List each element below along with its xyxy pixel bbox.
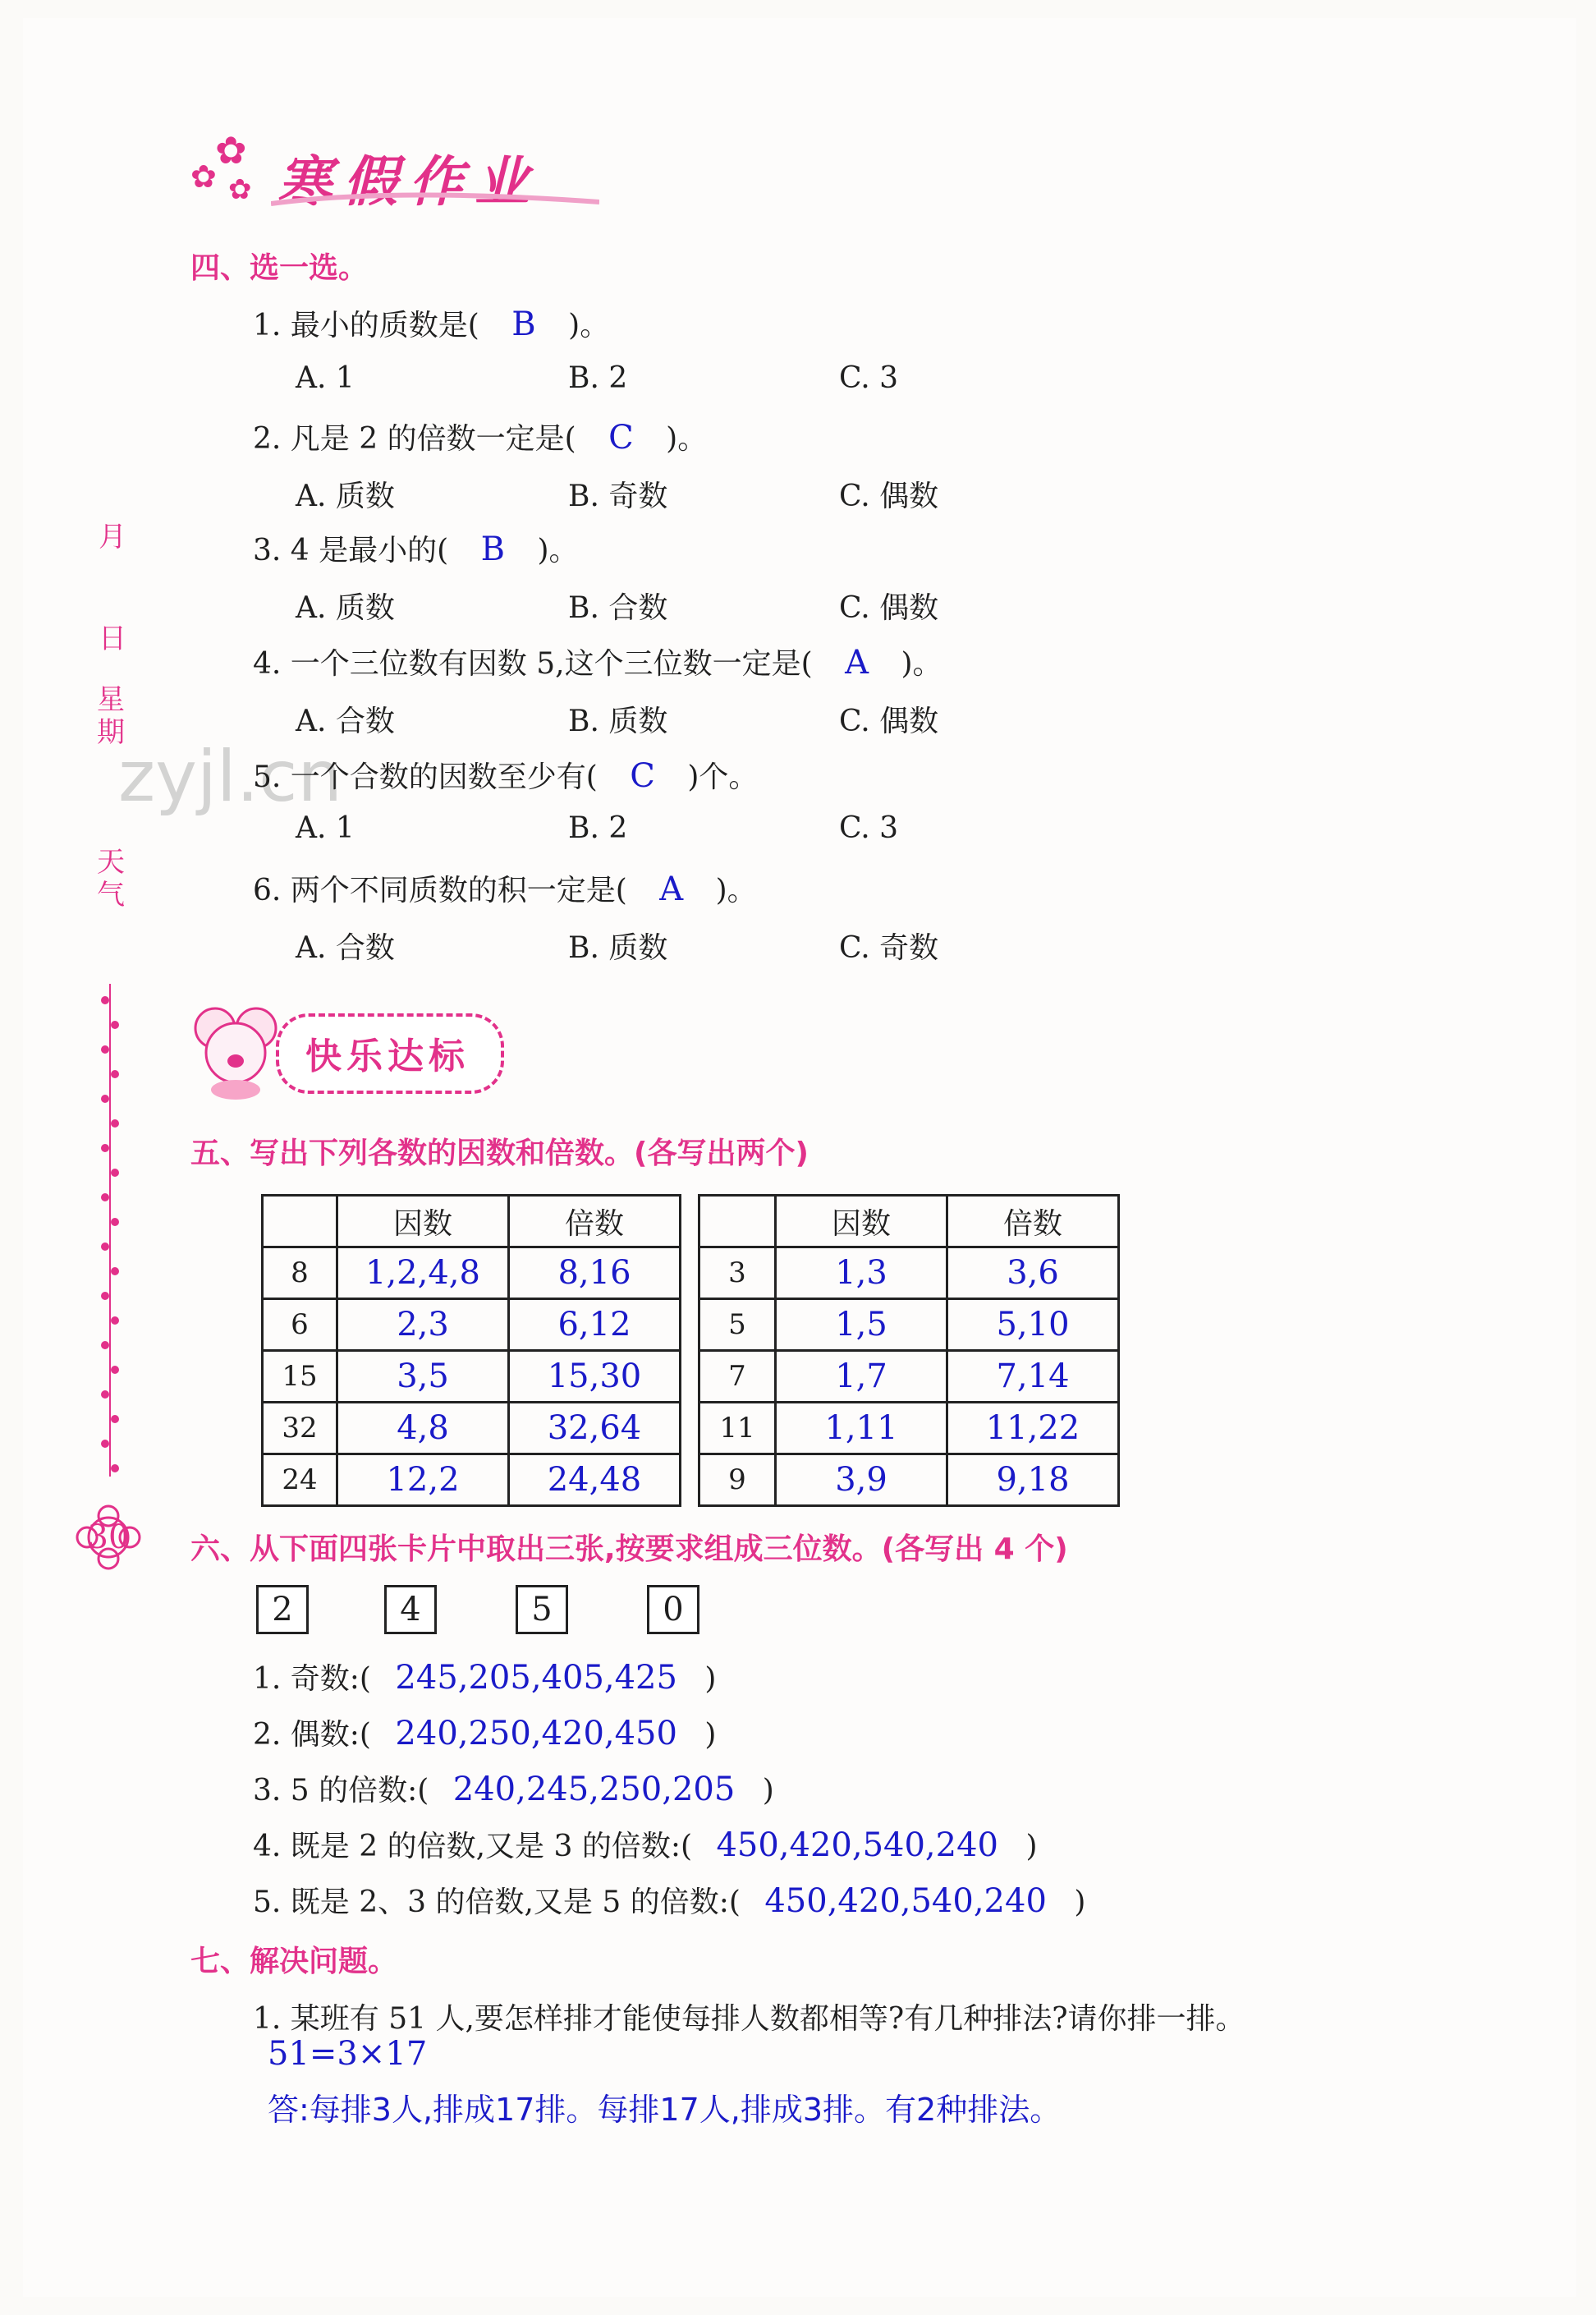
table-header-cell: 因数 (776, 1196, 947, 1247)
multiple-cell: 7,14 (947, 1351, 1119, 1403)
table-row (263, 1454, 681, 1506)
page-header-title: 寒假作业 (277, 150, 540, 214)
item-text: 2. 偶数:( (253, 1718, 371, 1752)
number-card: 2 (256, 1585, 309, 1634)
option-a: A. 1 (296, 811, 355, 845)
number-cell: 11 (699, 1403, 776, 1454)
number-cell: 3 (699, 1247, 776, 1299)
question-text: 6. 两个不同质数的积一定是( (253, 874, 627, 907)
table-header-cell: 倍数 (947, 1196, 1119, 1247)
item-text: 1. 奇数:( (253, 1662, 371, 1696)
answer: A (659, 870, 684, 908)
table-row (263, 1403, 681, 1454)
answer: 240,245,250,205 (452, 1771, 736, 1808)
header-swoosh (271, 187, 599, 212)
page-number: 30 (87, 1518, 130, 1556)
answer: 450,420,540,240 (764, 1882, 1047, 1920)
option-c: C. 3 (839, 361, 899, 395)
multiple-cell: 5,10 (947, 1299, 1119, 1351)
factor-table-right (698, 1194, 1120, 1507)
watermark: zyjl.cn (118, 736, 342, 818)
table-row (699, 1247, 1119, 1299)
flower-icon: ✿ (190, 158, 217, 195)
multiple-cell: 24,48 (509, 1454, 681, 1506)
section6-item-1 (253, 1656, 716, 1697)
multiple-cell: 3,6 (947, 1247, 1119, 1299)
answer: B (511, 305, 536, 343)
question-text: 5. 一个合数的因数至少有( (253, 760, 598, 794)
answer: 450,420,540,240 (716, 1826, 998, 1864)
badge-label: 快乐达标 (305, 1036, 470, 1077)
item-tail: ) (1025, 1830, 1038, 1863)
flower-icon: ✿ (228, 173, 252, 206)
flower-icon: ✿ (215, 128, 247, 172)
table-header-cell: 因数 (337, 1196, 509, 1247)
answer: 245,205,405,425 (395, 1659, 677, 1697)
factor-cell: 4,8 (337, 1403, 509, 1454)
number-card: 4 (384, 1585, 437, 1634)
multiple-cell: 6,12 (509, 1299, 681, 1351)
number-card: 0 (647, 1585, 699, 1634)
number-cell: 6 (263, 1299, 337, 1351)
table-row (263, 1299, 681, 1351)
option-b: B. 质数 (568, 931, 668, 965)
table-row (699, 1454, 1119, 1506)
option-c: C. 偶数 (839, 480, 939, 513)
section6-item-5 (253, 1879, 1085, 1921)
number-cell: 7 (699, 1351, 776, 1403)
multiple-cell: 15,30 (509, 1351, 681, 1403)
question-text: 1. 最小的质数是( (253, 309, 479, 342)
multiple-cell: 8,16 (509, 1247, 681, 1299)
option-c: C. 偶数 (839, 591, 939, 625)
question-tail: )。 (901, 647, 942, 681)
option-c: C. 偶数 (839, 705, 939, 738)
answer: C (630, 757, 655, 795)
option-b: B. 奇数 (568, 480, 668, 513)
factor-table-left (261, 1194, 681, 1507)
factor-cell: 3,9 (776, 1454, 947, 1506)
factor-cell: 1,5 (776, 1299, 947, 1351)
item-text: 4. 既是 2 的倍数,又是 3 的倍数:( (253, 1830, 692, 1863)
factor-cell: 1,2,4,8 (337, 1247, 509, 1299)
table-header-cell (699, 1196, 776, 1247)
number-card: 5 (516, 1585, 568, 1634)
answer: C (608, 419, 634, 457)
section7-question: 1. 某班有 51 人,要怎样排才能使每排人数都相等?有几种排法?请你排一排。 (253, 2002, 1245, 2036)
factor-cell: 1,11 (776, 1403, 947, 1454)
factor-cell: 1,3 (776, 1247, 947, 1299)
sidebar-month: 月 (99, 521, 126, 553)
multiple-cell: 9,18 (947, 1454, 1119, 1506)
item-text: 5. 既是 2、3 的倍数,又是 5 的倍数:( (253, 1886, 741, 1919)
sidebar-week: 星期 (97, 683, 125, 749)
number-cell: 5 (699, 1299, 776, 1351)
option-b: B. 2 (568, 361, 628, 395)
factor-cell: 12,2 (337, 1454, 509, 1506)
sidebar-weather: 天气 (97, 846, 125, 912)
table-header-cell (263, 1196, 337, 1247)
number-cell: 24 (263, 1454, 337, 1506)
section6-item-3 (253, 1767, 774, 1809)
answer: 240,250,420,450 (395, 1715, 677, 1752)
question-text: 2. 凡是 2 的倍数一定是( (253, 422, 576, 456)
question-tail: )。 (715, 874, 757, 907)
item-tail: ) (704, 1662, 717, 1696)
factor-cell: 2,3 (337, 1299, 509, 1351)
table-row (699, 1403, 1119, 1454)
number-cell: 9 (699, 1454, 776, 1506)
option-c: C. 奇数 (839, 931, 939, 965)
option-a: A. 质数 (296, 480, 395, 513)
option-b: B. 合数 (568, 591, 668, 625)
table-row (263, 1247, 681, 1299)
item-tail: ) (704, 1718, 717, 1752)
option-b: B. 2 (568, 811, 628, 845)
option-c: C. 3 (839, 811, 899, 845)
option-a: A. 合数 (296, 931, 395, 965)
multiple-cell: 32,64 (509, 1403, 681, 1454)
koala-icon (190, 1004, 281, 1102)
question-tail: )。 (537, 534, 579, 567)
factor-cell: 1,7 (776, 1351, 947, 1403)
option-a: A. 1 (296, 361, 355, 395)
section6-item-4 (253, 1823, 1038, 1865)
item-tail: ) (762, 1774, 774, 1807)
number-cell: 15 (263, 1351, 337, 1403)
section4-heading: 四、选一选。 (190, 251, 369, 285)
question-text: 3. 4 是最小的( (253, 534, 449, 567)
item-tail: ) (1074, 1886, 1086, 1919)
question-text: 4. 一个三位数有因数 5,这个三位数一定是( (253, 647, 813, 681)
question-tail: )。 (666, 422, 708, 456)
answer: A (845, 644, 869, 682)
item-text: 3. 5 的倍数:( (253, 1774, 429, 1807)
number-cell: 32 (263, 1403, 337, 1454)
option-b: B. 质数 (568, 705, 668, 738)
section7-answer: 答:每排3人,排成17排。每排17人,排成3排。有2种排法。 (268, 2092, 1062, 2128)
factor-cell: 3,5 (337, 1351, 509, 1403)
table-row (699, 1351, 1119, 1403)
table-header-row (263, 1196, 681, 1247)
option-a: A. 质数 (296, 591, 395, 625)
section6-item-2 (253, 1711, 716, 1753)
answer: B (480, 531, 506, 568)
section7-work: 51=3×17 (268, 2035, 428, 2073)
section6-heading: 六、从下面四张卡片中取出三张,按要求组成三位数。(各写出 4 个) (190, 1532, 1068, 1566)
question-tail: )。 (568, 309, 610, 342)
number-cell: 8 (263, 1247, 337, 1299)
question-tail: )个。 (687, 760, 759, 794)
table-header-cell: 倍数 (509, 1196, 681, 1247)
table-header-row (699, 1196, 1119, 1247)
sidebar-day: 日 (99, 622, 126, 655)
table-row (699, 1299, 1119, 1351)
option-a: A. 合数 (296, 705, 395, 738)
table-row (263, 1351, 681, 1403)
section7-heading: 七、解决问题。 (190, 1945, 398, 1978)
multiple-cell: 11,22 (947, 1403, 1119, 1454)
vine-decoration (100, 984, 120, 1477)
section5-heading: 五、写出下列各数的因数和倍数。(各写出两个) (190, 1137, 809, 1170)
